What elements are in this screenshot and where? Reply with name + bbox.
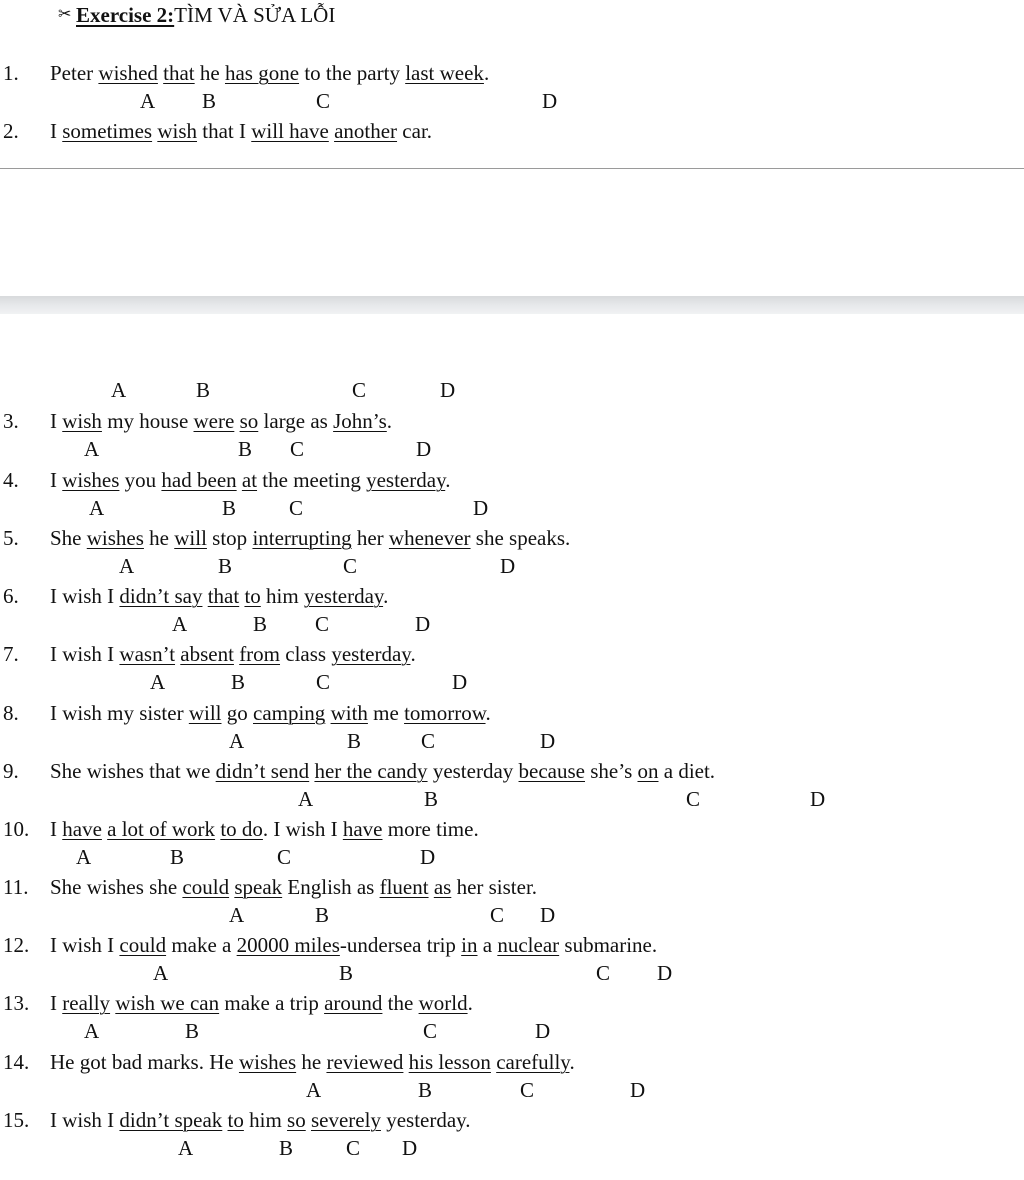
sentence-line [50, 118, 432, 144]
sentence-text: . [383, 584, 389, 608]
sentence-line [50, 990, 473, 1016]
sentence-line [50, 467, 450, 493]
option-label-b: B [238, 437, 253, 461]
underlined-option: that [163, 61, 195, 85]
item-number: 7. [3, 642, 19, 666]
item-number: 12. [3, 933, 30, 957]
sentence-text: Peter [50, 61, 99, 85]
sentence-line [50, 641, 416, 667]
underlined-option: carefully [496, 1050, 570, 1074]
underlined-option: with [330, 701, 368, 725]
sentence-text: She [50, 526, 87, 550]
underlined-option: nuclear [497, 933, 560, 957]
sentence-text: go [221, 701, 253, 725]
underlined-option: didn’t speak [119, 1108, 223, 1132]
underlined-option: could [182, 875, 230, 899]
sentence-text: . [569, 1050, 575, 1074]
sentence-text: yesterday [427, 759, 519, 783]
exercise-title-rest: TÌM VÀ SỬA LỖI [174, 3, 336, 27]
sentence-text: . [485, 701, 491, 725]
underlined-option: wished [98, 61, 158, 85]
underlined-option: camping [253, 701, 326, 725]
option-label-d: D [657, 961, 673, 985]
option-label-d: D [420, 845, 436, 869]
option-label-c: C [423, 1019, 438, 1043]
underlined-option: wasn’t [119, 642, 176, 666]
option-label-a: A [153, 961, 169, 985]
underlined-option: wish [157, 119, 198, 143]
option-label-a: A [178, 1136, 194, 1160]
sentence-text: -undersea trip [339, 933, 462, 957]
sentence-text: to the party [299, 61, 406, 85]
sentence-text: stop [206, 526, 253, 550]
option-label-c: C [686, 787, 701, 811]
item-number: 2. [3, 119, 19, 143]
underlined-option: have [62, 817, 102, 841]
sentence-text: he [143, 526, 175, 550]
sentence-text: . [467, 991, 473, 1015]
underlined-option: to [227, 1108, 244, 1132]
option-label-a: A [84, 437, 100, 461]
underlined-option: world [418, 991, 468, 1015]
underlined-option: to [244, 584, 261, 608]
sentence-text: he [194, 61, 225, 85]
option-label-a: A [76, 845, 92, 869]
page-gap-band [0, 296, 1024, 314]
option-label-d: D [452, 670, 468, 694]
underlined-option: wish we can [115, 991, 220, 1015]
sentence-line [50, 1107, 471, 1133]
option-label-a: A [150, 670, 166, 694]
underlined-option: around [324, 991, 383, 1015]
option-label-a: A [229, 903, 245, 927]
item-number: 1. [3, 61, 19, 85]
underlined-option: last week [405, 61, 484, 85]
option-label-d: D [473, 496, 489, 520]
option-label-c: C [290, 437, 305, 461]
option-label-d: D [416, 437, 432, 461]
stray-label-b: B [196, 378, 211, 402]
sentence-text: I [50, 991, 63, 1015]
underlined-option: had been [161, 468, 237, 492]
option-label-a: A [229, 729, 245, 753]
option-label-a: A [306, 1078, 322, 1102]
underlined-option: tomorrow [404, 701, 486, 725]
underlined-option: John’s [333, 409, 387, 433]
option-label-b: B [315, 903, 330, 927]
underlined-option: have [342, 817, 383, 841]
scissors-icon: ✂ [58, 6, 72, 23]
option-label-c: C [315, 612, 330, 636]
underlined-option: will [188, 701, 222, 725]
sentence-text: she’s [585, 759, 638, 783]
sentence-line [50, 60, 489, 86]
sentence-text: class [280, 642, 332, 666]
sentence-text: I wish I [50, 584, 120, 608]
sentence-line [50, 1049, 575, 1075]
underlined-option: that [207, 584, 240, 608]
underlined-option: didn’t say [119, 584, 203, 608]
option-label-b: B [185, 1019, 200, 1043]
option-label-b: B [231, 670, 246, 694]
underlined-option: didn’t send [215, 759, 310, 783]
sentence-text: yesterday. [380, 1108, 471, 1132]
underlined-option: speak [234, 875, 283, 899]
underlined-option: will [174, 526, 207, 550]
underlined-option: in [461, 933, 478, 957]
sentence-text: I wish I [50, 1108, 120, 1132]
item-number: 8. [3, 701, 19, 725]
option-label-a: A [298, 787, 314, 811]
sentence-text: her sister. [451, 875, 538, 899]
sentence-text: me [367, 701, 405, 725]
option-label-b: B [418, 1078, 433, 1102]
sentence-text: She wishes that we [50, 759, 216, 783]
option-label-b: B [253, 612, 268, 636]
underlined-option: at [241, 468, 258, 492]
item-number: 9. [3, 759, 19, 783]
option-label-a: A [89, 496, 105, 520]
sentence-line [50, 758, 715, 784]
sentence-text: her [351, 526, 389, 550]
option-label-d: D [500, 554, 516, 578]
sentence-text: He got bad marks. He [50, 1050, 239, 1074]
option-label-c: C [316, 89, 331, 113]
sentence-text: the meeting [257, 468, 367, 492]
sentence-text: I wish I [50, 642, 120, 666]
sentence-line [50, 932, 657, 958]
sentence-text: I [50, 817, 63, 841]
sentence-text: she speaks. [470, 526, 571, 550]
option-label-d: D [540, 729, 556, 753]
option-label-d: D [402, 1136, 418, 1160]
option-label-b: B [424, 787, 439, 811]
option-label-c: C [343, 554, 358, 578]
sentence-text: make a trip [219, 991, 325, 1015]
sentence-text: She wishes she [50, 875, 183, 899]
underlined-option: has gone [224, 61, 300, 85]
underlined-option: really [62, 991, 111, 1015]
sentence-text: you [119, 468, 162, 492]
sentence-line [50, 816, 479, 842]
option-label-b: B [347, 729, 362, 753]
sentence-text: my house [101, 409, 194, 433]
sentence-text: make a [166, 933, 237, 957]
sentence-line [50, 583, 388, 609]
sentence-text: him [243, 1108, 288, 1132]
sentence-line [50, 874, 537, 900]
sentence-text: I [50, 119, 63, 143]
sentence-text: . [445, 468, 451, 492]
option-label-a: A [119, 554, 135, 578]
underlined-option: so [287, 1108, 306, 1132]
option-label-d: D [540, 903, 556, 927]
underlined-option: wishes [86, 526, 144, 550]
underlined-option: from [239, 642, 281, 666]
underlined-option: interrupting [252, 526, 352, 550]
stray-label-c: C [352, 378, 367, 402]
option-label-c: C [277, 845, 292, 869]
sentence-text: more time. [382, 817, 479, 841]
underlined-option: his lesson [408, 1050, 491, 1074]
item-number: 3. [3, 409, 19, 433]
underlined-option: absent [180, 642, 234, 666]
sentence-text: the [382, 991, 419, 1015]
underlined-option: reviewed [326, 1050, 404, 1074]
underlined-option: to do [220, 817, 263, 841]
option-label-b: B [202, 89, 217, 113]
sentence-text: . I wish I [262, 817, 343, 841]
stray-label-d: D [440, 378, 456, 402]
page-divider [0, 168, 1024, 169]
underlined-option: another [334, 119, 398, 143]
sentence-text: . [410, 642, 416, 666]
option-label-a: A [84, 1019, 100, 1043]
option-label-b: B [222, 496, 237, 520]
sentence-text: I [50, 468, 63, 492]
stray-label-a: A [111, 378, 127, 402]
underlined-option: sometimes [62, 119, 153, 143]
option-label-a: A [140, 89, 156, 113]
underlined-option: severely [310, 1108, 381, 1132]
item-number: 15. [3, 1108, 30, 1132]
underlined-option: yesterday [331, 642, 411, 666]
underlined-option: could [119, 933, 167, 957]
underlined-option: her the candy [314, 759, 428, 783]
option-label-c: C [490, 903, 505, 927]
exercise-title-bold: Exercise 2: [76, 3, 175, 27]
item-number: 5. [3, 526, 19, 550]
sentence-text: I wish my sister [50, 701, 189, 725]
underlined-option: whenever [388, 526, 471, 550]
option-label-b: B [170, 845, 185, 869]
sentence-text: . [483, 61, 490, 85]
option-label-b: B [279, 1136, 294, 1160]
option-label-a: A [172, 612, 188, 636]
underlined-option: because [518, 759, 585, 783]
sentence-line [50, 408, 392, 434]
sentence-text: large as [258, 409, 334, 433]
sentence-text: I [50, 409, 63, 433]
underlined-option: on [637, 759, 659, 783]
option-label-c: C [596, 961, 611, 985]
underlined-option: wish [62, 409, 102, 433]
item-number: 4. [3, 468, 19, 492]
underlined-option: yesterday [366, 468, 446, 492]
underlined-option: fluent [379, 875, 429, 899]
option-label-c: C [289, 496, 304, 520]
option-label-d: D [415, 612, 431, 636]
sentence-text: that I [197, 119, 252, 143]
option-label-d: D [810, 787, 826, 811]
option-label-c: C [421, 729, 436, 753]
sentence-text: . [386, 409, 393, 433]
item-number: 10. [3, 817, 30, 841]
item-number: 11. [3, 875, 29, 899]
sentence-text: English as [282, 875, 380, 899]
item-number: 6. [3, 584, 19, 608]
underlined-option: will have [251, 119, 329, 143]
underlined-option: wishes [238, 1050, 297, 1074]
option-label-d: D [535, 1019, 551, 1043]
sentence-text: him [260, 584, 304, 608]
option-label-b: B [339, 961, 354, 985]
underlined-option: so [239, 409, 259, 433]
option-label-c: C [520, 1078, 535, 1102]
underlined-option: a lot of work [107, 817, 216, 841]
sentence-text: car. [397, 119, 433, 143]
underlined-option: were [193, 409, 235, 433]
option-label-d: D [542, 89, 558, 113]
option-label-c: C [346, 1136, 361, 1160]
sentence-text: a diet. [658, 759, 716, 783]
option-label-b: B [218, 554, 233, 578]
sentence-line [50, 525, 570, 551]
option-label-d: D [630, 1078, 646, 1102]
sentence-line [50, 700, 491, 726]
sentence-text: a [477, 933, 498, 957]
sentence-text: submarine. [559, 933, 658, 957]
sentence-text: he [296, 1050, 327, 1074]
item-number: 14. [3, 1050, 30, 1074]
exercise-title [76, 2, 335, 28]
option-label-c: C [316, 670, 331, 694]
sentence-text: I wish I [50, 933, 120, 957]
underlined-option: wishes [62, 468, 120, 492]
underlined-option: 20000 miles [236, 933, 340, 957]
underlined-option: as [433, 875, 452, 899]
item-number: 13. [3, 991, 30, 1015]
underlined-option: yesterday [303, 584, 384, 608]
